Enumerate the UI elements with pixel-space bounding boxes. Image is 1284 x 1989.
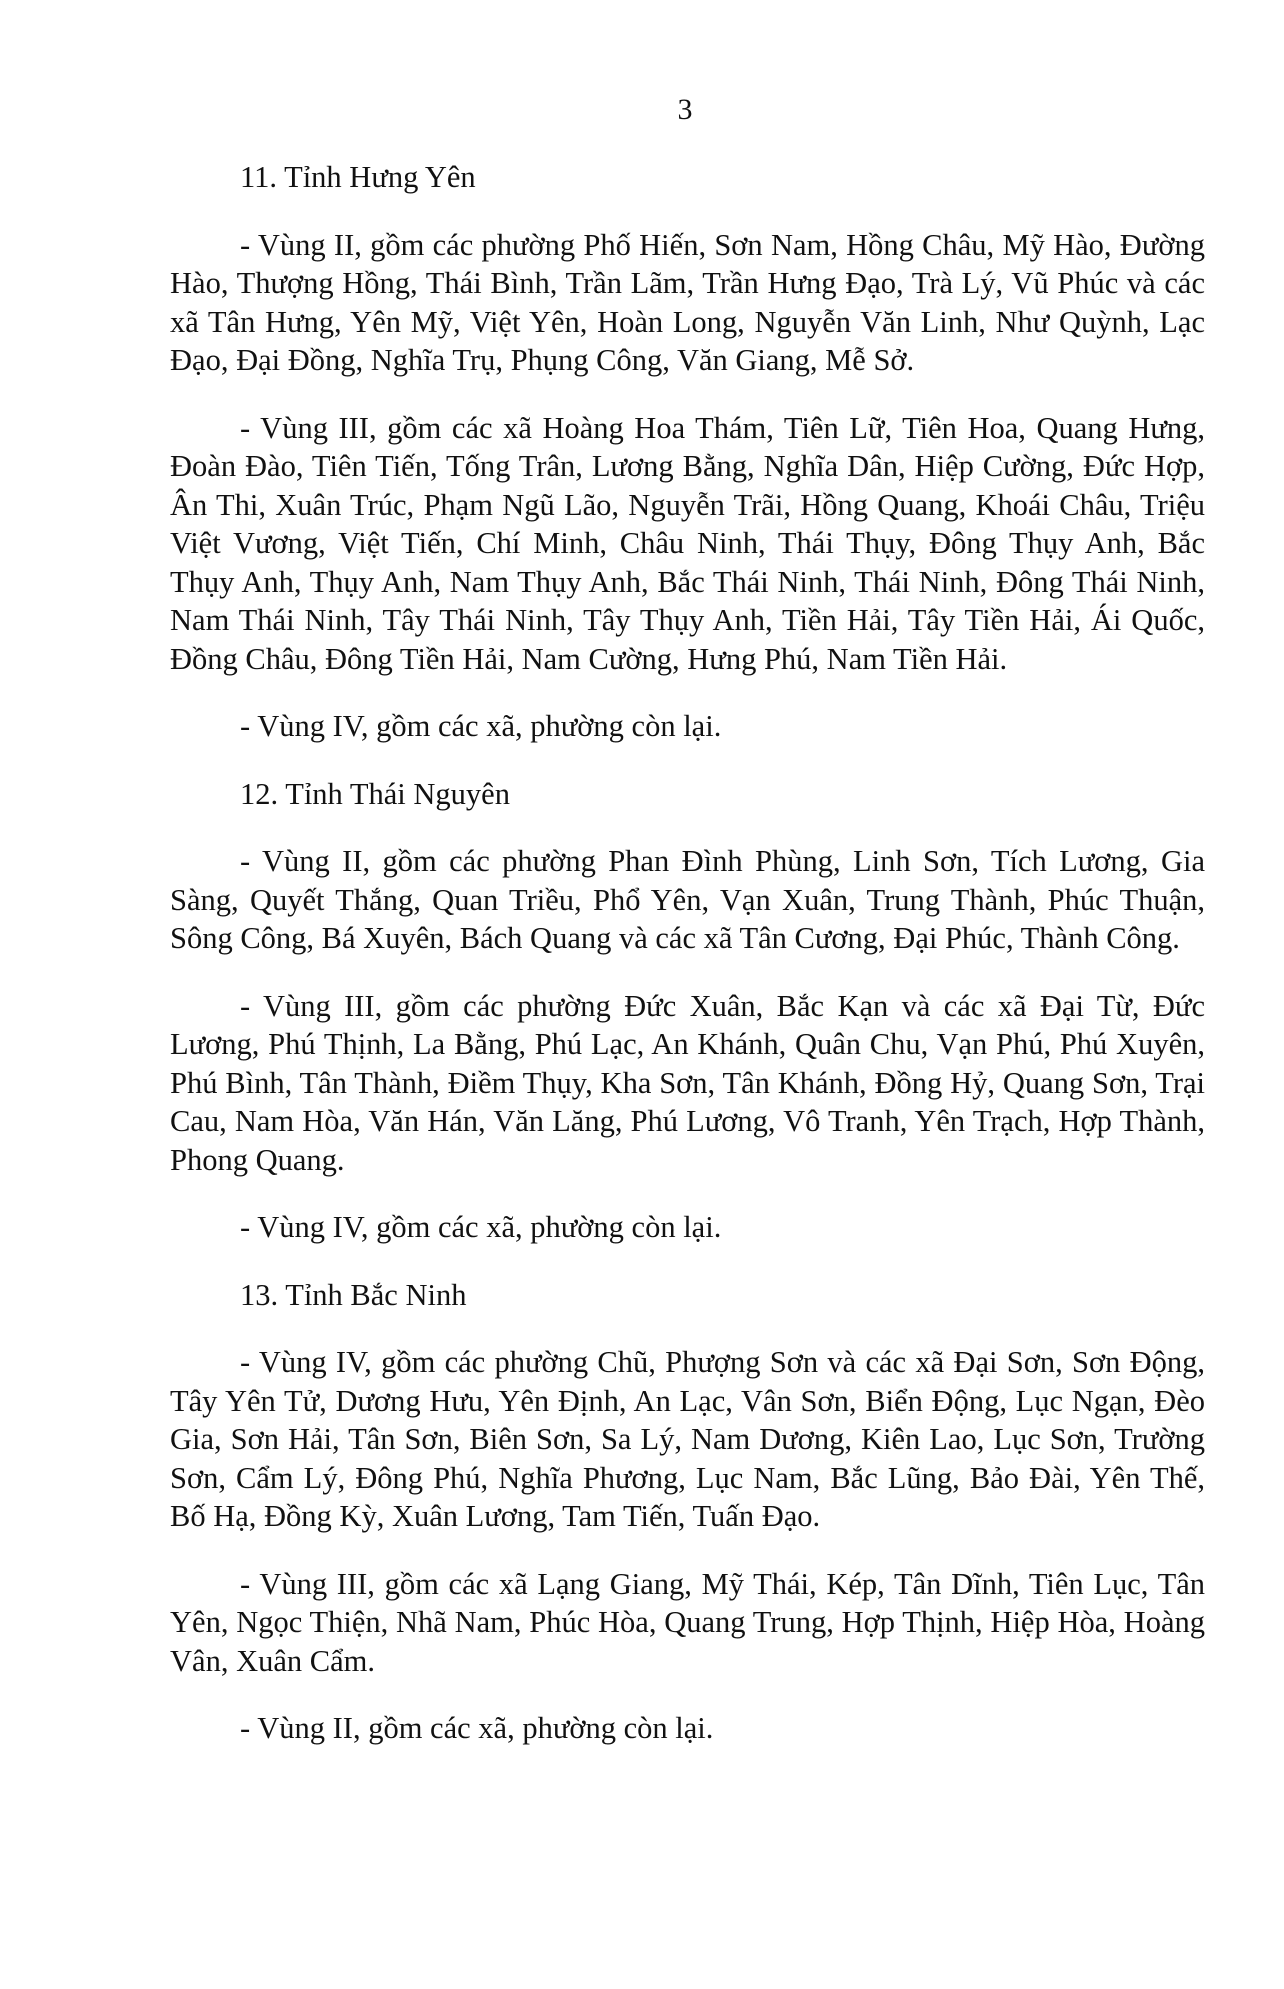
section-hung-yen — [170, 158, 1205, 746]
region-paragraph: - Vùng III, gồm các xã Lạng Giang, Mỹ Thái, Kép, Tân Dĩnh, Tiên Lục, Tân Yên, Ngọc Thiện, Nhã Nam, Phúc Hòa, Quang Trung, Hợp Thịnh, Hiệp Hòa, Hoàng Vân, Xuân Cẩm. — [170, 1566, 1205, 1678]
region-paragraph: - Vùng III, gồm các phường Đức Xuân, Bắc Kạn và các xã Đại Từ, Đức Lương, Phú Thịnh, La Bằng, Phú Lạc, An Khánh, Quân Chu, Vạn Phú, Phú Xuyên, Phú Bình, Tân Thành, Điềm Thụy, Kha Sơn, Tân Khánh, Đồng Hỷ, Quang Sơn, Trại Cau, Nam Hòa, Văn Hán, Văn Lăng, Phú Lương, Vô Tranh, Yên Trạch, Hợp Thành, Phong Quang. — [170, 988, 1205, 1177]
region-paragraph: - Vùng III, gồm các xã Hoàng Hoa Thám, Tiên Lữ, Tiên Hoa, Quang Hưng, Đoàn Đào, Tiên Tiến, Tống Trân, Lương Bằng, Nghĩa Dân, Hiệp Cường, Đức Hợp, Ân Thi, Xuân Trúc, Phạm Ngũ Lão, Nguyễn Trãi, Hồng Quang, Khoái Châu, Triệu Việt Vương, Việt Tiến, Chí Minh, Châu Ninh, Thái Thụy, Đông Thụy Anh, Bắc Thụy Anh, Thụy Anh, Nam Thụy Anh, Bắc Thái Ninh, Thái Ninh, Đông Thái Ninh, Nam Thái Ninh, Tây Thái Ninh, Tây Thụy Anh, Tiền Hải, Tây Tiền Hải, Ái Quốc, Đồng Châu, Đông Tiền Hải, Nam Cường, Hưng Phú, Nam Tiền Hải. — [170, 410, 1205, 676]
region-paragraph: - Vùng II, gồm các phường Phố Hiến, Sơn Nam, Hồng Châu, Mỹ Hào, Đường Hào, Thượng Hồng, Thái Bình, Trần Lãm, Trần Hưng Đạo, Trà Lý, Vũ Phúc và các xã Tân Hưng, Yên Mỹ, Việt Yên, Hoàn Long, Nguyễn Văn Linh, Như Quỳnh, Lạc Đạo, Đại Đồng, Nghĩa Trụ, Phụng Công, Văn Giang, Mễ Sở. — [170, 227, 1205, 377]
region-paragraph: - Vùng II, gồm các xã, phường còn lại. — [240, 1711, 714, 1745]
page-number: 3 — [677, 93, 693, 126]
document-body — [170, 158, 1205, 1777]
region-paragraph: - Vùng II, gồm các phường Phan Đình Phùng, Linh Sơn, Tích Lương, Gia Sàng, Quyết Thắng, Quan Triều, Phổ Yên, Vạn Xuân, Trung Thành, Phúc Thuận, Sông Công, Bá Xuyên, Bách Quang và các xã Tân Cương, Đại Phúc, Thành Công. — [170, 844, 1205, 955]
section-title: 12. Tỉnh Thái Nguyên — [240, 776, 510, 811]
region-paragraph: - Vùng IV, gồm các xã, phường còn lại. — [240, 709, 722, 743]
section-bac-ninh — [170, 1276, 1205, 1748]
region-paragraph: - Vùng IV, gồm các phường Chũ, Phượng Sơn và các xã Đại Sơn, Sơn Động, Tây Yên Tử, Dương Hưu, Yên Định, An Lạc, Vân Sơn, Biển Động, Lục Ngạn, Đèo Gia, Sơn Hải, Tân Sơn, Biên Sơn, Sa Lý, Nam Dương, Kiên Lao, Lục Sơn, Trường Sơn, Cẩm Lý, Đông Phú, Nghĩa Phương, Lục Nam, Bắc Lũng, Bảo Đài, Yên Thế, Bố Hạ, Đồng Kỳ, Xuân Lương, Tam Tiến, Tuấn Đạo. — [170, 1345, 1205, 1533]
section-title: 11. Tỉnh Hưng Yên — [240, 160, 476, 194]
region-paragraph: - Vùng IV, gồm các xã, phường còn lại. — [240, 1210, 722, 1244]
section-title: 13. Tỉnh Bắc Ninh — [240, 1277, 467, 1312]
section-thai-nguyen — [170, 775, 1205, 1247]
